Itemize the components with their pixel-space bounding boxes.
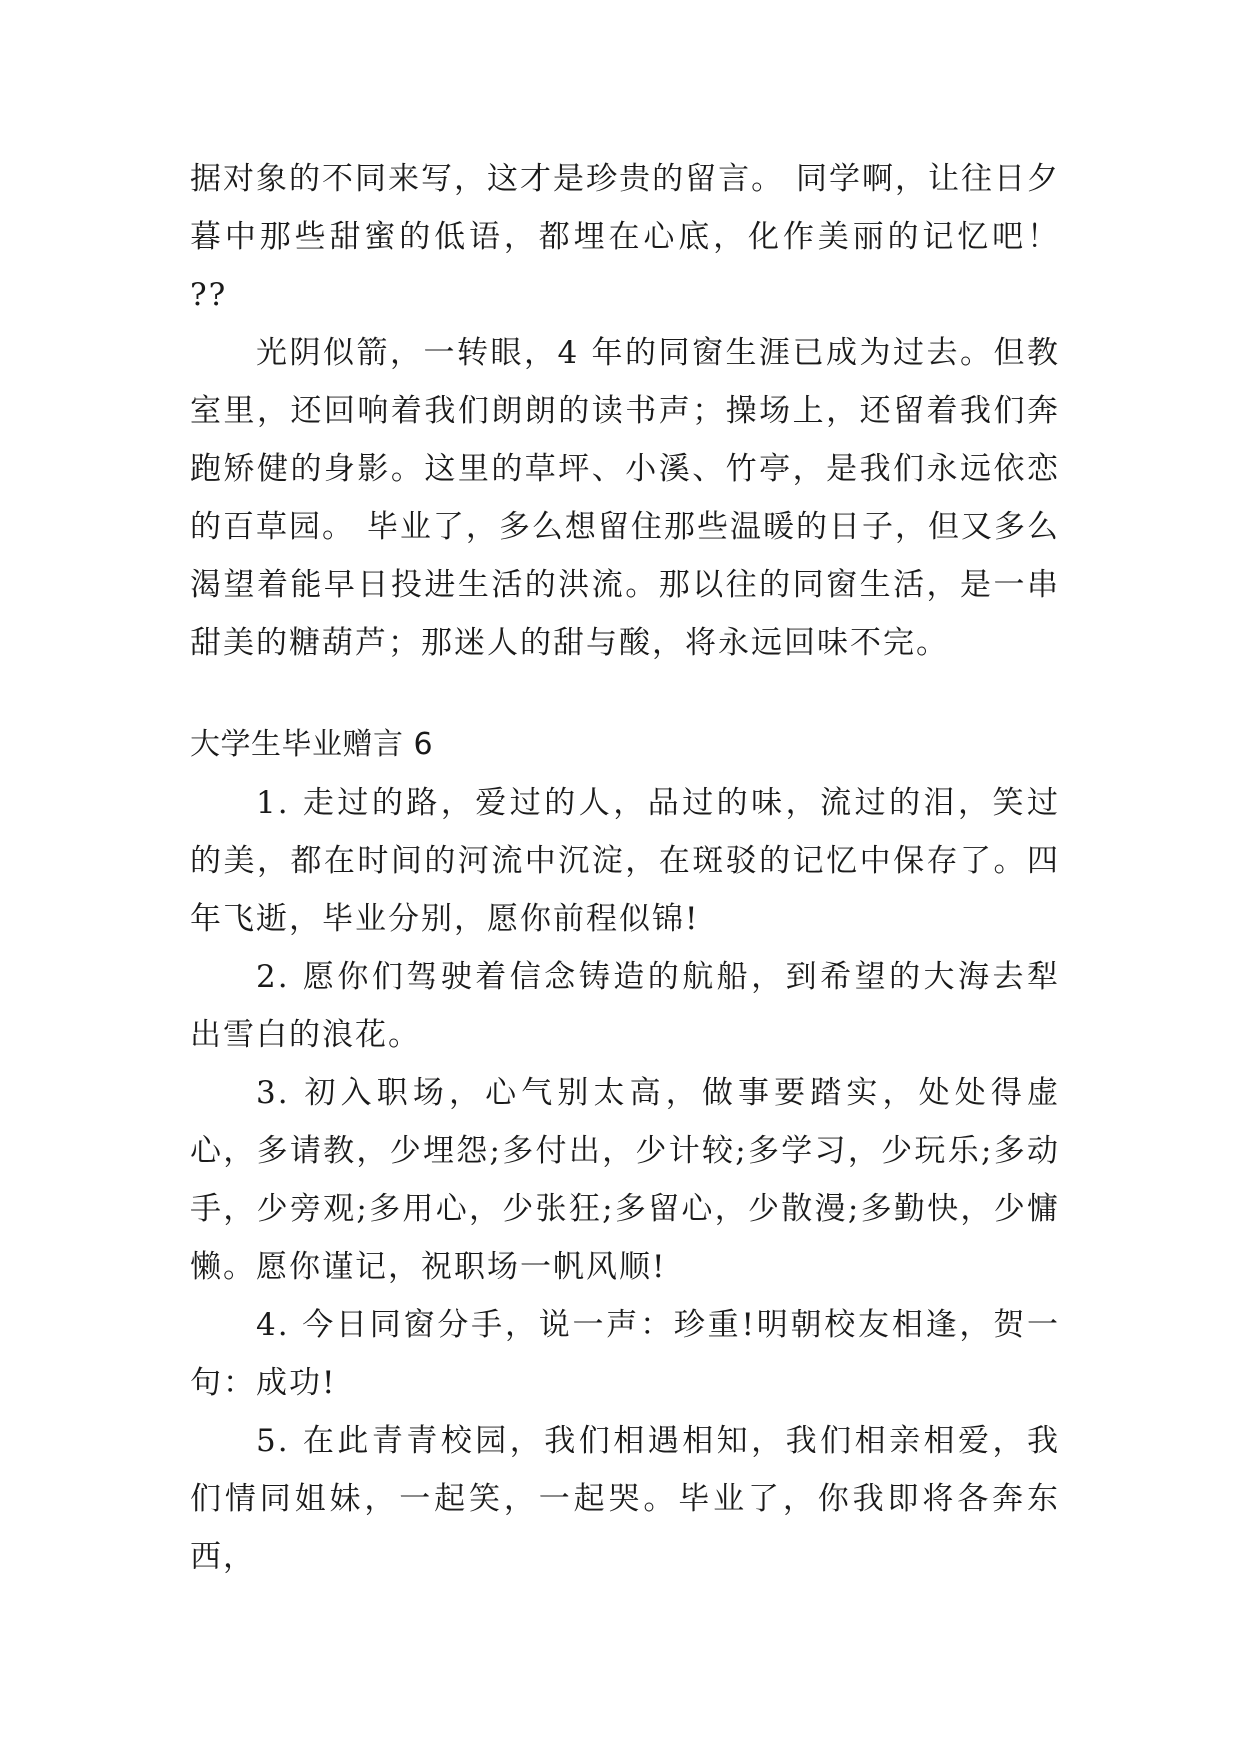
list-item-3: 3. 初入职场，心气别太高，做事要踏实，处处得虚心，多请教，少埋怨;多付出，少计较;多学习，少玩乐;多动手，少旁观;多用心，少张狂;多留心，少散漫;多勤快，少慵懒。愿你谨记，祝职场一帆风顺! <box>190 1075 1060 1285</box>
list-item-5: 5. 在此青青校园，我们相遇相知，我们相亲相爱，我们情同姐妹，一起笑，一起哭。毕业了，你我即将各奔东西， <box>190 1423 1060 1575</box>
list-item-2: 2. 愿你们驾驶着信念铸造的航船，到希望的大海去犁出雪白的浪花。 <box>190 959 1060 1053</box>
paragraph-continued: 据对象的不同来写，这才是珍贵的留言。 同学啊，让往日夕暮中那些甜蜜的低语，都埋在心底，化作美丽的记忆吧！ ?? <box>190 161 1060 313</box>
document-page <box>190 150 1060 1586</box>
list-item-4: 4. 今日同窗分手，说一声：珍重!明朝校友相逢，贺一句：成功! <box>190 1307 1060 1401</box>
paragraph-time-flies: 光阴似箭，一转眼，4 年的同窗生涯已成为过去。但教室里，还回响着我们朗朗的读书声；操场上，还留着我们奔跑矫健的身影。这里的草坪、小溪、竹亭，是我们永远依恋的百草园。 毕业了，多么想留住那些温暖的日子，但又多么渴望着能早日投进生活的洪流。那以往的同窗生活，是一串甜美的糖葫芦；那迷人的甜与酸，将永远回味不完。 <box>190 335 1060 661</box>
section-title: 大学生毕业赠言 6 <box>190 727 434 762</box>
list-item-1: 1. 走过的路，爱过的人，品过的味，流过的泪，笑过的美，都在时间的河流中沉淀，在斑驳的记忆中保存了。四年飞逝，毕业分别，愿你前程似锦! <box>190 785 1060 937</box>
